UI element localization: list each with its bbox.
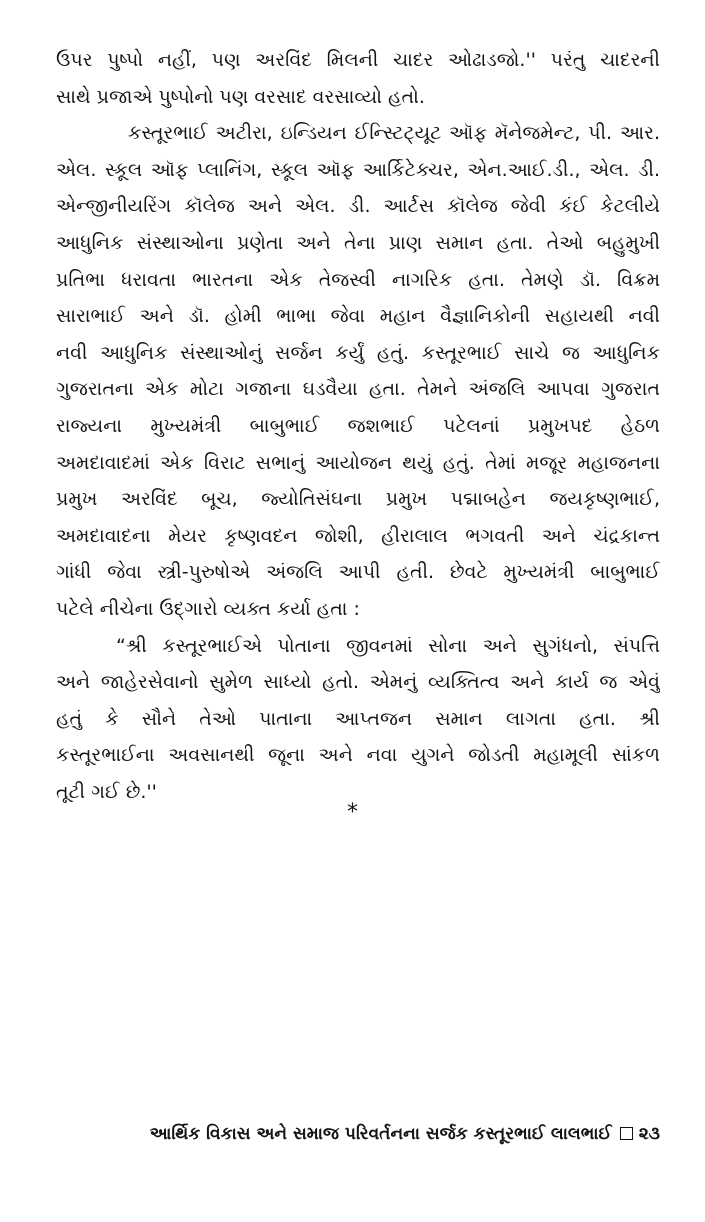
- paragraph-2-line-6: સારાભાઈ અને ડૉ. હોમી ભાભા જેવા મહાન વૈજ્ઞાનિકોની સહાયથી નવી: [56, 305, 660, 328]
- paragraph-2-line-10: અમદાવાદમાં એક વિરાટ સભાનું આયોજન થયું હતું. તેમાં મજૂર મહાજનના: [56, 451, 660, 474]
- square-bullet-icon: [620, 1127, 633, 1140]
- paragraph-2-line-8: ગુજરાતના એક મોટા ગજાના ઘડવૈયા હતા. તેમને અંજલિ આપવા ગુજરાત: [56, 378, 660, 401]
- paragraph-2-line-5: પ્રતિભા ધરાવતા ભારતના એક તેજસ્વી નાગરિક હતા. તેમણે ડૉ. વિક્રમ: [56, 268, 660, 291]
- paragraph-2-line-4: આધુનિક સંસ્થાઓના પ્રણેતા અને તેના પ્રાણ સમાન હતા. તેઓ બહુમુખી: [56, 231, 660, 254]
- paragraph-2-line-1: કસ્તૂરભાઈ અટીરા, ઇન્ડિયન ઈન્સ્ટિટ્યૂટ ઑફ મૅનેજમેન્ટ, પી. આર.: [128, 122, 660, 145]
- body-text: [56, 42, 660, 810]
- quote-line-4: કસ્તૂરભાઈના અવસાનથી જૂના અને નવા યુગને જોડતી મહામૂલી સાંકળ: [56, 744, 660, 767]
- quote-line-2: અને જાહેરસેવાનો સુમેળ સાધ્યો હતો. એમનું વ્યક્તિત્વ અને કાર્ય જ એવું: [56, 671, 660, 694]
- paragraph-2-line-3: એન્જીનીયરિંગ કૉલેજ અને એલ. ડી. આર્ટસ કૉલેજ જેવી કંઈ કેટલીયે: [56, 195, 660, 218]
- paragraph-2-line-11: પ્રમુખ અરવિંદ બૂચ, જ્યોતિસંઘના પ્રમુખ પદ્માબહેન જયકૃષ્ણભાઈ,: [56, 488, 660, 511]
- quote-line-3: હતું કે સૌને તેઓ પાતાના આપ્તજન સમાન લાગતા હતા. શ્રી: [56, 707, 660, 730]
- paragraph-2-line-13: ગાંધી જેવા સ્ત્રી-પુરુષોએ અંજલિ આપી હતી. છેવટે મુખ્યમંત્રી બાબુભાઈ: [56, 561, 660, 584]
- quote-line-5: તૂટી ગઈ છે.'': [56, 780, 157, 803]
- quote-line-1: “શ્રી કસ્તૂરભાઈએ પોતાના જીવનમાં સોના અને સુગંધનો, સંપત્તિ: [116, 634, 660, 657]
- paragraph-2-line-14: પટેલે નીચેના ઉદ્‌ગારો વ્યક્ત કર્યા હતા :: [56, 597, 360, 620]
- paragraph-1-line-2: સાથે પ્રજાએ પુષ્પોનો પણ વરસાદ વરસાવ્યો હતો.: [56, 85, 425, 108]
- running-title: આર્થિક વિકાસ અને સમાજ પરિવર્તનના સર્જક કસ્તૂરભાઈ લાલભાઈ: [149, 1124, 612, 1144]
- paragraph-1-line-1: ઉપર પુષ્પો નહીં, પણ અરવિંદ મિલની ચાદર ઓઢાડજો.'' પરંતુ ચાદરની: [56, 49, 660, 71]
- paragraph-2-line-2: એલ. સ્કૂલ ઑફ પ્લાનિંગ, સ્કૂલ ઑફ આર્કિટેક્ચર, એન.આઈ.ડી., એલ. ડી.: [56, 158, 660, 181]
- page-footer: [0, 1120, 660, 1148]
- page-number: ૨૩: [638, 1124, 660, 1144]
- paragraph-2-line-12: અમદાવાદના મેયર કૃષ્ણવદન જોશી, હીરાલાલ ભગવતી અને ચંદ્રકાન્ત: [56, 524, 660, 547]
- paragraph-2-line-7: નવી આધુનિક સંસ્થાઓનું સર્જન કર્યું હતું. કસ્તૂરભાઈ સાચે જ આધુનિક: [56, 341, 660, 364]
- paragraph-2-line-9: રાજ્યના મુખ્યમંત્રી બાબુભાઈ જશભાઈ પટેલનાં પ્રમુખપદ હેઠળ: [56, 414, 660, 437]
- section-separator: *: [347, 800, 358, 825]
